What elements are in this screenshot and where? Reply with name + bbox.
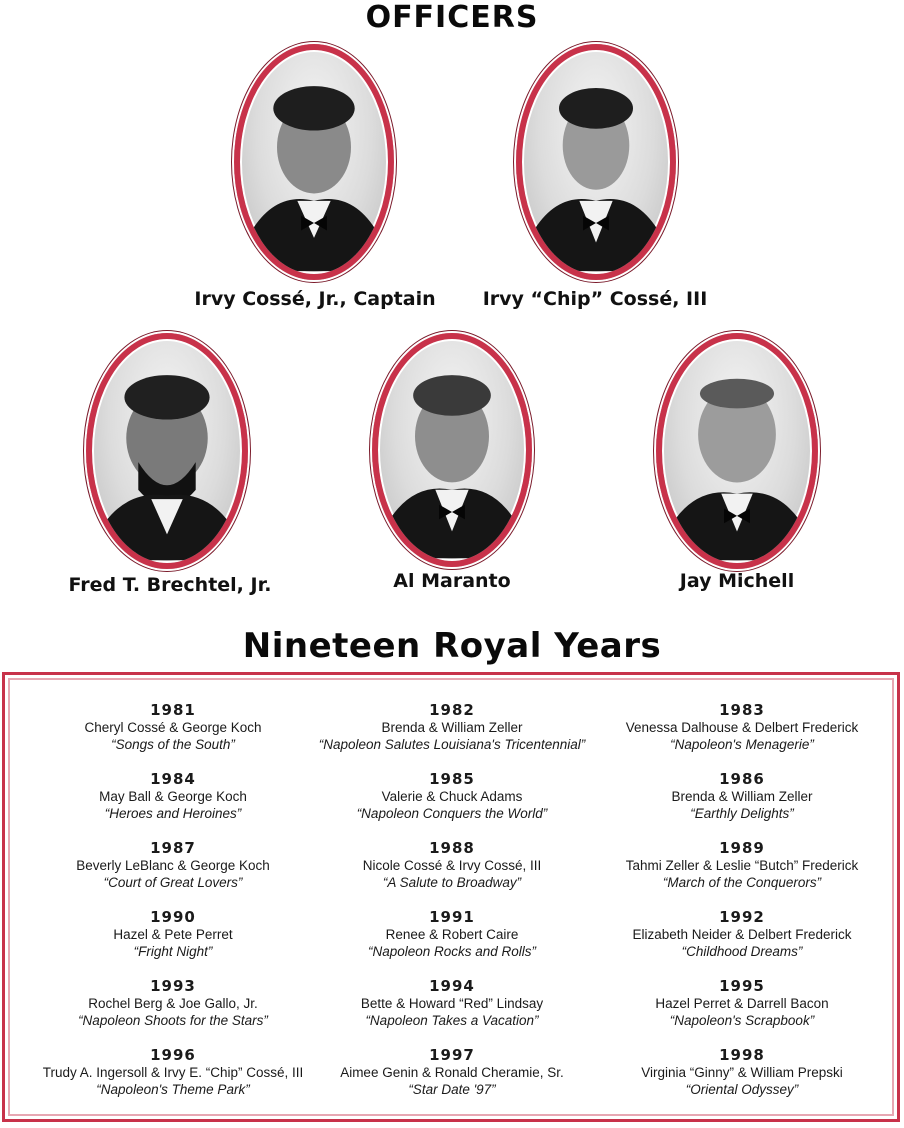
- reign-year: 1981: [150, 701, 196, 719]
- reign-entry: [597, 908, 887, 960]
- reign-theme: “Heroes and Heroines”: [104, 806, 242, 821]
- reign-couple: Cheryl Cossé & George Koch: [84, 720, 262, 735]
- officers-heading: OFFICERS: [365, 0, 539, 35]
- portrait-photo-icon: [662, 339, 812, 563]
- reign-year: 1997: [429, 1046, 475, 1064]
- officer-portrait: [656, 333, 818, 569]
- reign-entry: [28, 977, 318, 1029]
- reign-theme: “Fright Night”: [133, 944, 213, 959]
- reign-couple: May Ball & George Koch: [99, 789, 247, 804]
- reign-entry: [307, 977, 597, 1029]
- reign-entry: [28, 1046, 318, 1098]
- reign-theme: “A Salute to Broadway”: [382, 875, 522, 890]
- reign-couple: Beverly LeBlanc & George Koch: [76, 858, 270, 873]
- reign-theme: “Napoleon Salutes Louisiana's Tricentennial”: [318, 737, 586, 752]
- officer-name: Fred T. Brechtel, Jr.: [68, 574, 272, 596]
- reign-entry: [597, 701, 887, 753]
- reign-couple: Brenda & William Zeller: [381, 720, 523, 735]
- reign-couple: Valerie & Chuck Adams: [381, 789, 523, 804]
- reign-theme: “Childhood Dreams”: [681, 944, 803, 959]
- reign-year: 1994: [429, 977, 475, 995]
- reign-theme: “Star Date '97”: [408, 1082, 496, 1097]
- reign-couple: Elizabeth Neider & Delbert Frederick: [632, 927, 852, 942]
- reign-couple: Aimee Genin & Ronald Cheramie, Sr.: [340, 1065, 564, 1080]
- reign-year: 1986: [719, 770, 765, 788]
- reign-year: 1984: [150, 770, 196, 788]
- reign-year: 1983: [719, 701, 765, 719]
- portrait-photo-icon: [92, 339, 242, 563]
- reign-couple: Bette & Howard “Red” Lindsay: [360, 996, 544, 1011]
- reign-entry: [307, 770, 597, 822]
- reign-couple: Rochel Berg & Joe Gallo, Jr.: [88, 996, 258, 1011]
- reign-theme: “Napoleon Shoots for the Stars”: [78, 1013, 268, 1028]
- reign-entry: [28, 701, 318, 753]
- royal-years-heading: Nineteen Royal Years: [242, 626, 662, 666]
- reign-couple: Trudy A. Ingersoll & Irvy E. “Chip” Cossé, III: [42, 1065, 304, 1080]
- reign-couple: Renee & Robert Caire: [385, 927, 519, 942]
- reign-entry: [597, 770, 887, 822]
- reign-entry: [307, 908, 597, 960]
- portrait-photo-icon: [378, 339, 526, 561]
- officer-name: Al Maranto: [393, 570, 511, 592]
- portrait-photo-icon: [522, 50, 670, 274]
- officer-name: Irvy Cossé, Jr., Captain: [194, 288, 436, 310]
- reign-entry: [307, 839, 597, 891]
- reign-theme: “Napoleon Takes a Vacation”: [365, 1013, 539, 1028]
- reign-year: 1996: [150, 1046, 196, 1064]
- reign-theme: “Napoleon Rocks and Rolls”: [367, 944, 537, 959]
- reign-theme: “Songs of the South”: [111, 737, 235, 752]
- reign-theme: “Earthly Delights”: [690, 806, 794, 821]
- reign-year: 1992: [719, 908, 765, 926]
- reign-theme: “Court of Great Lovers”: [103, 875, 243, 890]
- reign-theme: “March of the Conquerors”: [662, 875, 822, 890]
- reign-entry: [307, 1046, 597, 1098]
- reign-year: 1995: [719, 977, 765, 995]
- reign-year: 1987: [150, 839, 196, 857]
- reign-entry: [597, 977, 887, 1029]
- officer-name: Irvy “Chip” Cossé, III: [482, 288, 708, 310]
- reign-entry: [28, 839, 318, 891]
- reign-couple: Tahmi Zeller & Leslie “Butch” Frederick: [625, 858, 859, 873]
- reign-entry: [597, 839, 887, 891]
- reign-year: 1990: [150, 908, 196, 926]
- reign-theme: “Napoleon's Scrapbook”: [669, 1013, 815, 1028]
- reign-couple: Hazel & Pete Perret: [113, 927, 233, 942]
- officer-portrait: [86, 333, 248, 569]
- officer-portrait: [516, 44, 676, 280]
- officer-name: Jay Michell: [679, 570, 795, 592]
- reign-couple: Venessa Dalhouse & Delbert Frederick: [625, 720, 859, 735]
- reign-couple: Brenda & William Zeller: [671, 789, 813, 804]
- reign-year: 1988: [429, 839, 475, 857]
- reign-year: 1991: [429, 908, 475, 926]
- reign-couple: Nicole Cossé & Irvy Cossé, III: [362, 858, 542, 873]
- portrait-photo-icon: [240, 50, 388, 274]
- reign-year: 1985: [429, 770, 475, 788]
- royal-years-frame: [2, 672, 900, 1122]
- reign-year: 1993: [150, 977, 196, 995]
- reign-entry: [28, 770, 318, 822]
- reign-year: 1982: [429, 701, 475, 719]
- reign-entry: [597, 1046, 887, 1098]
- officer-portrait: [372, 333, 532, 567]
- reign-year: 1989: [719, 839, 765, 857]
- reign-theme: “Napoleon Conquers the World”: [356, 806, 548, 821]
- reign-entry: [28, 908, 318, 960]
- reign-theme: “Napoleon's Theme Park”: [96, 1082, 250, 1097]
- reign-entry: [307, 701, 597, 753]
- reign-theme: “Napoleon's Menagerie”: [670, 737, 814, 752]
- reign-year: 1998: [719, 1046, 765, 1064]
- reign-couple: Hazel Perret & Darrell Bacon: [655, 996, 829, 1011]
- reign-couple: Virginia “Ginny” & William Prepski: [641, 1065, 843, 1080]
- officer-portrait: [234, 44, 394, 280]
- reign-theme: “Oriental Odyssey”: [685, 1082, 799, 1097]
